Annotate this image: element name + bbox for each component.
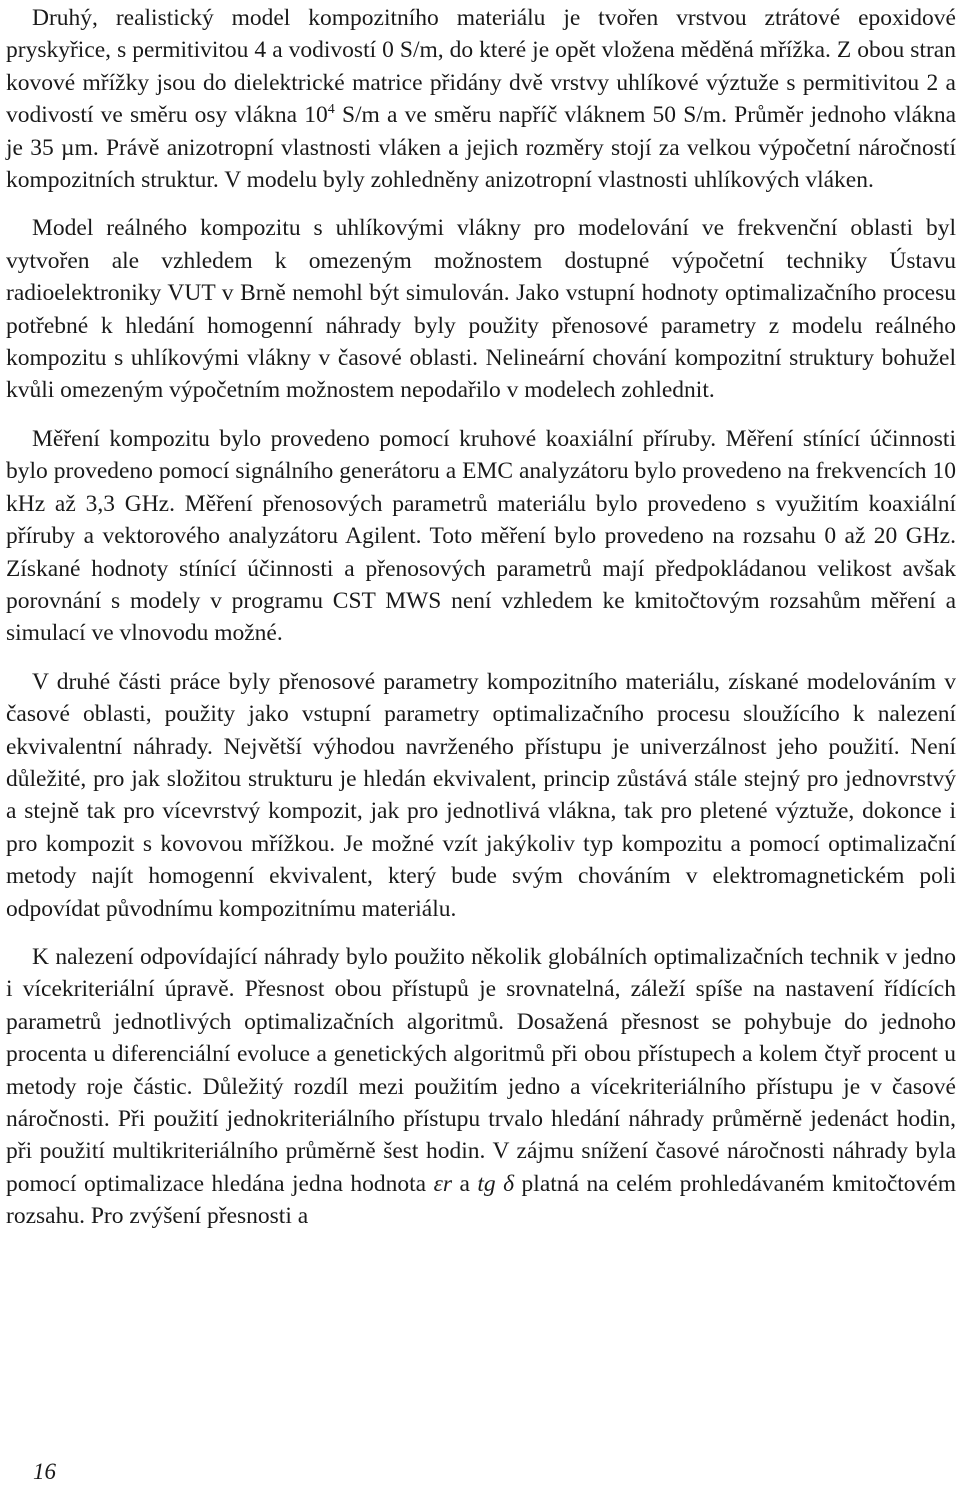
document-page [6,2,956,1233]
paragraph-real-composite-model: Model reálného kompozitu s uhlíkovými vlákny pro modelování ve frekvenční oblasti byl vytvořen ale vzhledem k omezeným možnostem dostupné výpočetní techniky Ústavu radioelektroniky VUT v Brně nemohl být simulován. Jako vstupní hodnoty optimalizačního procesu potřebné k hledání homogenní náhrady byly použity přenosové parametry z modelu reálného kompozitu s uhlíkovými vlákny v časové oblasti. Nelineární chování kompozitní struktury bohužel kvůli omezeným výpočetním možnostem nepodařilo v modelech zohlednit. [6,215,956,404]
paragraph-model-description [6,2,956,196]
paragraph-1-part-a: Druhý, realistický model kompozitního materiálu je tvořen vrstvou ztrátové epoxidové pryskyřice, s permitivitou 4 a vodivostí 0 S/m, do které je opět vložena [6,5,956,64]
paragraph-optimization-approach: V druhé části práce byly přenosové parametry kompozitního materiálu, získané modelováním v časové oblasti, použity jako vstupní parametry optimalizačního procesu sloužícího k nalezení ekvivalentní náhrady. Největší výhodou navrženého přístupu je univerzálnost jeho použití. Není důležité, pro jak složitou strukturu je hledán ekvivalent, princip zůstává stále stejný pro jednovrstvý a stejně tak pro vícevrstvý kompozit, jak pro jednotlivá vlákna, tak pro pletené výztuže, dokonce i pro kompozit s kovovou mřížkou. Je možné vzít jakýkoliv typ kompozitu a pomocí optimalizační metody najít homogenní ekvivalent, který bude svým chováním v elektromagnetickém poli odpovídat původnímu kompozitnímu materiálu. [6,668,956,922]
exponent-superscript: 4 [327,102,335,118]
paragraph-optimization-results [6,941,956,1233]
paragraph-measurement: Měření kompozitu bylo provedeno pomocí kruhové koaxiální příruby. Měření stínící účinnosti bylo provedeno pomocí signálního generátoru a EMC analyzátoru bylo provedeno na frekvencích 10 kHz až 3,3 GHz. Měření přenosových parametrů materiálu bylo provedeno s využitím koaxiální příruby a vektorového analyzátoru Agilent. Toto měření bylo provedeno na rozsahu 0 až 20 GHz. Získané hodnoty stínící účinnosti a přenosových parametrů mají předpokládanou velikost avšak porovnání s modely v programu CST MWS není vzhledem ke kmitočtovým rozsahům měření a simulací ve vlnovodu možné. [6,425,956,647]
page-number: 16 [33,1459,56,1484]
paragraph-5-part-a: K nalezení odpovídající náhrady bylo použito několik globálních optimalizačních technik v jedno i vícekriteriální úpravě. Přesnost obou přístupů je srovnatelná, záleží spíše na nastavení řídících parametrů jednotlivých optimalizačních algoritmů. Dosažená přesnost se pohybuje do jednoho procenta u diferenciální evoluce a genetických algoritmů při obou přístupech a kolem čtyř procent u metody roje částic. Důležitý rozdíl mezi použitím jedno a vícekriteriálního přístupu je v časové náročnosti. Při použití jednokriteriálního přístupu trvalo hledání náhrady průměrně jedenáct hodin, při použití multikriteriálního průměrně šest hodin. V zájmu snížení časové náročnosti náhrady byla pomocí optimalizace hledána jedna hodnota [6,943,956,1197]
paragraph-5-conjunction: a [452,1170,478,1197]
tg-delta-symbol: tg δ [477,1170,515,1197]
paragraph-5-part-b: platná na celém prohledávaném kmitočtovém rozsahu. Pro zvýšení přesnosti a [6,1170,957,1230]
epsilon-r-symbol: εr [433,1170,452,1197]
paragraph-1-part-c: S/m a ve směru napříč vláknem 50 S/m. Průměr jednoho vlákna je 35 µm. Právě anizotropní vlastnosti vláken a jejich rozměry stojí za velkou výpočetní náročností kompozitních struktur. V modelu byly zohledněny anizotropní vlastnosti uhlíkových vláken. [6,102,957,194]
paragraph-1-part-b: měděná mřížka. Z obou stran kovové mřížky jsou do dielektrické matrice přidány dvě vrstvy uhlíkové výztuže s permitivitou 2 a vodivostí ve směru osy vlákna 10 [6,37,956,129]
